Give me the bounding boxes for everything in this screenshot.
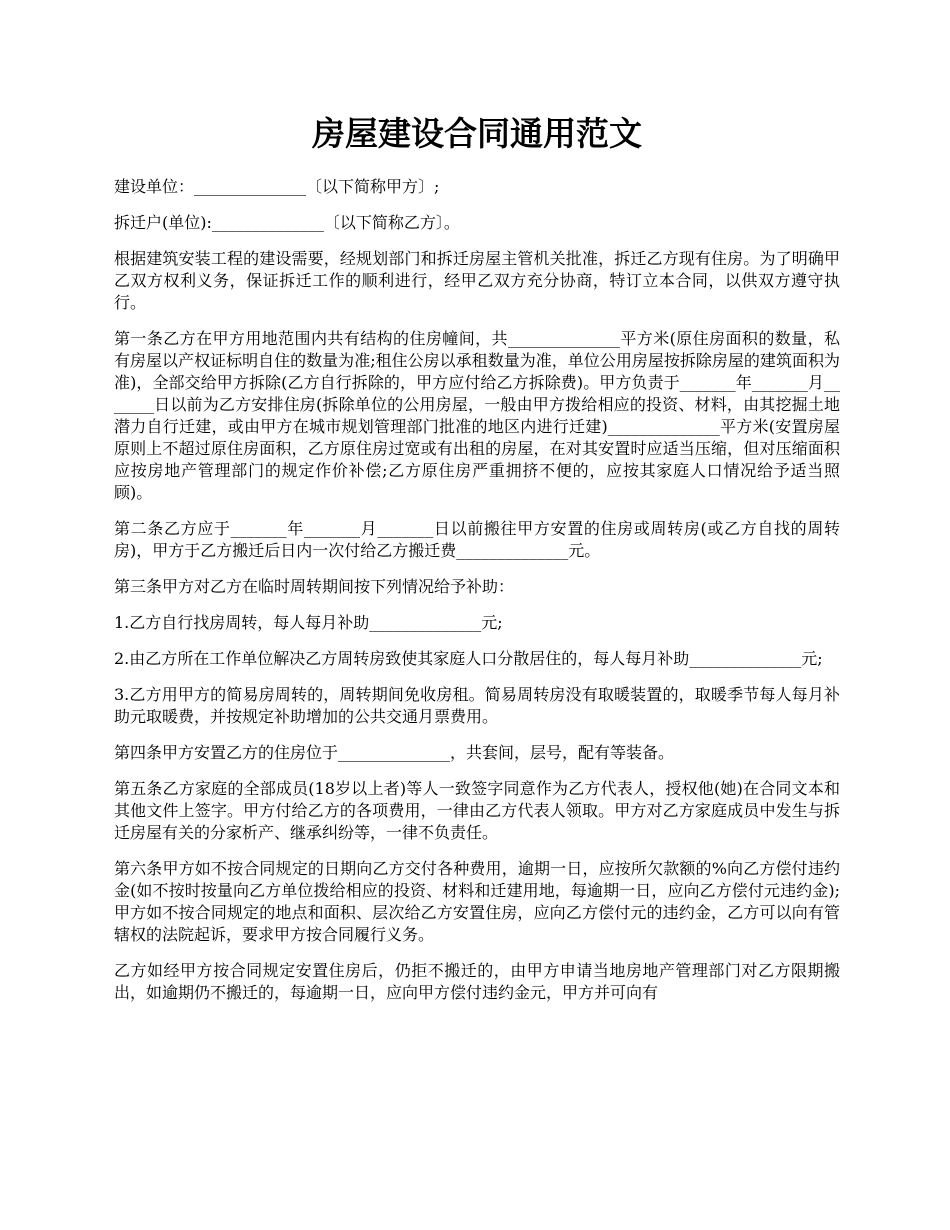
document-title: 房屋建设合同通用范文	[312, 114, 642, 153]
paragraph-article-3-item-1: 1.乙方自行找房周转，每人每月补助______________元;	[114, 613, 503, 632]
paragraph-construction-unit: 建设单位：______________〔以下简称甲方〕;	[114, 177, 440, 196]
paragraph-article-6-continued: 乙方如经甲方按合同规定安置住房后，仍拒不搬迁的，由甲方申请当地房地产管理部门对乙方限期搬出，如逾期仍不搬迁的，每逾期一日，应向甲方偿付违约金元，甲方并可向有	[114, 961, 840, 1002]
paragraph-preamble: 根据建筑安装工程的建设需要，经规划部门和拆迁房屋主管机关批准，拆迁乙方现有住房。为了明确甲乙双方权利义务，保证拆迁工作的顺利进行，经甲乙双方充分协商，特订立本合同，以供双方遵守执行。	[114, 249, 840, 312]
paragraph-article-6: 第六条甲方如不按合同规定的日期向乙方交付各种费用，逾期一日，应按所欠款额的%向乙方偿付违约金(如不按时按量向乙方单位拨给相应的投资、材料和迁建用地，每逾期一日，应向乙方偿付元违约金);甲方如不按合同规定的地点和面积、层次给乙方安置住房，应向乙方偿付元的违约金，乙方可以向有管辖权的法院起诉，要求甲方按合同履行义务。	[114, 859, 840, 944]
document-page	[114, 112, 840, 1018]
paragraph-article-1: 第一条乙方在甲方用地范围内共有结构的住房幢间，共______________平方米(原住房面积的数量，私有房屋以产权证标明自住的数量为准;租住公房以承租数量为准，单位公用房屋按拆除房屋的建筑面积为准)，全部交给甲方拆除(乙方自行拆除的，甲方应付给乙方拆除费)。甲方负责于_______年_______月_______日以前为乙方安排住房(拆除单位的公用房屋，一般由甲方拨给相应的投资、材料，由其挖掘土地潜力自行迁建，或由甲方在城市规划管理部门批准的地区内进行迁建)______________平方米(安置房屋原则上不超过原住房面积，乙方原住房过宽或有出租的房屋，在对其安置时应适当压缩，但对压缩面积应按房地产管理部门的规定作价补偿;乙方原住房严重拥挤不便的，应按其家庭人口情况给予适当照顾)。	[114, 329, 840, 502]
paragraph-article-4: 第四条甲方安置乙方的住房位于______________，共套间，层号，配有等装备。	[114, 743, 675, 762]
paragraph-article-2: 第二条乙方应于_______年_______月_______日以前搬往甲方安置的住房或周转房(或乙方自找的周转房)，甲方于乙方搬迁后日内一次付给乙方搬迁费______________元。	[114, 519, 840, 560]
paragraph-article-3-item-2: 2.由乙方所在工作单位解决乙方周转房致使其家庭人口分散居住的，每人每月补助______________元;	[114, 649, 823, 668]
paragraph-article-3: 第三条甲方对乙方在临时周转期间按下列情况给予补助：	[114, 577, 515, 596]
paragraph-article-5: 第五条乙方家庭的全部成员(18岁以上者)等人一致签字同意作为乙方代表人，授权他(她)在合同文本和其他文件上签字。甲方付给乙方的各项费用，一律由乙方代表人领取。甲方对乙方家庭成员中发生与拆迁房屋有关的分家析产、继承纠纷等，一律不负责任。	[114, 779, 840, 842]
paragraph-article-3-item-3: 3.乙方用甲方的简易房周转的，周转期间免收房租。简易周转房没有取暖装置的，取暖季节每人每月补助元取暖费，并按规定补助增加的公共交通月票费用。	[114, 685, 840, 726]
paragraph-relocated-party: 拆迁户(单位):______________〔以下简称乙方〕。	[114, 213, 460, 232]
